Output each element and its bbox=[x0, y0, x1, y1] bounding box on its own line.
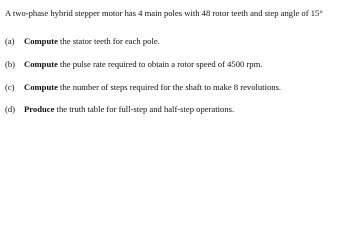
question-text: the truth table for full-step and half-step operations. bbox=[54, 104, 235, 114]
question-text: the number of steps required for the shaft to make 8 revolutions. bbox=[57, 82, 282, 92]
question-d bbox=[5, 104, 234, 115]
question-verb: Produce bbox=[24, 104, 55, 114]
question-verb: Compute bbox=[24, 82, 58, 92]
question-verb: Compute bbox=[24, 36, 58, 46]
question-label: (a) bbox=[5, 36, 15, 46]
question-label: (c) bbox=[5, 82, 15, 92]
question-label: (b) bbox=[5, 59, 16, 69]
question-b bbox=[5, 59, 262, 70]
problem-intro: A two-phase hybrid stepper motor has 4 main poles with 48 rotor teeth and step angle of 15° bbox=[5, 8, 323, 18]
question-text: the pulse rate required to obtain a rotor speed of 4500 rpm. bbox=[57, 59, 263, 69]
question-label: (d) bbox=[5, 104, 16, 114]
question-text: the stator teeth for each pole. bbox=[57, 36, 160, 46]
question-verb: Compute bbox=[24, 59, 58, 69]
question-c bbox=[5, 82, 281, 93]
question-a bbox=[5, 36, 160, 47]
